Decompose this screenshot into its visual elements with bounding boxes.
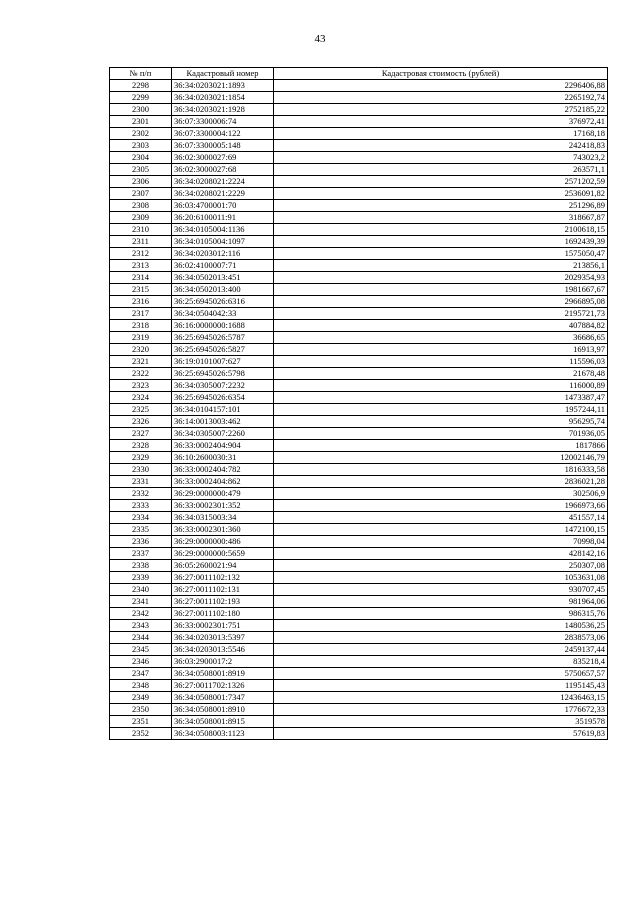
row-number-cell: 2299 <box>110 92 172 104</box>
row-number-cell: 2348 <box>110 680 172 692</box>
table-row <box>110 416 608 428</box>
cadastral-value-cell: 213856,1 <box>274 260 608 272</box>
cadastral-value-cell: 2296406,88 <box>274 80 608 92</box>
cadastral-number-cell: 36:33:0002404:904 <box>172 440 274 452</box>
cadastral-value-cell: 428142,16 <box>274 548 608 560</box>
row-number-cell: 2308 <box>110 200 172 212</box>
cadastral-value-cell: 5750657,57 <box>274 668 608 680</box>
cadastral-value-cell: 1817866 <box>274 440 608 452</box>
cadastral-value-cell: 1480536,25 <box>274 620 608 632</box>
row-number-cell: 2312 <box>110 248 172 260</box>
cadastral-value-cell: 2265192,74 <box>274 92 608 104</box>
cadastral-number-cell: 36:07:3300004:122 <box>172 128 274 140</box>
table-row <box>110 536 608 548</box>
row-number-cell: 2322 <box>110 368 172 380</box>
row-number-cell: 2338 <box>110 560 172 572</box>
row-number-cell: 2325 <box>110 404 172 416</box>
cadastral-value-cell: 17168,18 <box>274 128 608 140</box>
cadastral-number-cell: 36:27:0011102:193 <box>172 596 274 608</box>
table-row <box>110 572 608 584</box>
cadastral-number-cell: 36:33:0002404:862 <box>172 476 274 488</box>
table-row <box>110 680 608 692</box>
cadastral-number-cell: 36:27:0011102:131 <box>172 584 274 596</box>
table-row <box>110 668 608 680</box>
cadastral-value-cell: 21678,48 <box>274 368 608 380</box>
row-number-cell: 2305 <box>110 164 172 176</box>
table-row <box>110 236 608 248</box>
cadastral-value-cell: 1053631,08 <box>274 572 608 584</box>
cadastral-value-cell: 1472100,15 <box>274 524 608 536</box>
cadastral-number-cell: 36:07:3300005:148 <box>172 140 274 152</box>
cadastral-number-cell: 36:34:0105004:1097 <box>172 236 274 248</box>
cadastral-value-cell: 12002146,79 <box>274 452 608 464</box>
cadastral-number-cell: 36:14:0013003:462 <box>172 416 274 428</box>
cadastral-number-cell: 36:34:0203021:1928 <box>172 104 274 116</box>
cadastral-value-cell: 57619,83 <box>274 728 608 740</box>
cadastral-number-cell: 36:34:0203012:116 <box>172 248 274 260</box>
table-row <box>110 716 608 728</box>
cadastral-number-cell: 36:34:0508001:8915 <box>172 716 274 728</box>
row-number-cell: 2316 <box>110 296 172 308</box>
cadastral-value-cell: 2100618,15 <box>274 224 608 236</box>
table-row <box>110 500 608 512</box>
row-number-cell: 2332 <box>110 488 172 500</box>
cadastral-value-cell: 263571,1 <box>274 164 608 176</box>
table-row <box>110 272 608 284</box>
table-row <box>110 584 608 596</box>
table-row <box>110 656 608 668</box>
cadastral-number-cell: 36:02:3000027:69 <box>172 152 274 164</box>
cadastral-value-cell: 1957244,11 <box>274 404 608 416</box>
cadastral-number-cell: 36:03:2900017:2 <box>172 656 274 668</box>
row-number-cell: 2331 <box>110 476 172 488</box>
table-row <box>110 392 608 404</box>
row-number-cell: 2319 <box>110 332 172 344</box>
cadastral-number-cell: 36:34:0203013:5546 <box>172 644 274 656</box>
cadastral-value-cell: 451557,14 <box>274 512 608 524</box>
cadastral-value-cell: 3519578 <box>274 716 608 728</box>
table-row <box>110 620 608 632</box>
table-row <box>110 104 608 116</box>
row-number-cell: 2346 <box>110 656 172 668</box>
table-row <box>110 368 608 380</box>
cadastral-number-cell: 36:34:0208021:2229 <box>172 188 274 200</box>
table-row <box>110 212 608 224</box>
row-number-cell: 2347 <box>110 668 172 680</box>
table-row <box>110 260 608 272</box>
row-number-cell: 2311 <box>110 236 172 248</box>
cadastral-number-cell: 36:34:0502013:451 <box>172 272 274 284</box>
cadastral-number-cell: 36:34:0208021:2224 <box>172 176 274 188</box>
cadastral-value-cell: 302506,9 <box>274 488 608 500</box>
cadastral-number-cell: 36:25:6945026:6354 <box>172 392 274 404</box>
cadastral-number-cell: 36:02:4100007:71 <box>172 260 274 272</box>
cadastral-value-cell: 2571202,59 <box>274 176 608 188</box>
cadastral-number-cell: 36:25:6945026:5827 <box>172 344 274 356</box>
cadastral-number-cell: 36:29:0000000:486 <box>172 536 274 548</box>
row-number-cell: 2349 <box>110 692 172 704</box>
row-number-cell: 2352 <box>110 728 172 740</box>
cadastral-value-cell: 701936,05 <box>274 428 608 440</box>
row-number-cell: 2336 <box>110 536 172 548</box>
row-number-cell: 2335 <box>110 524 172 536</box>
cadastral-number-cell: 36:33:0002301:360 <box>172 524 274 536</box>
table-row <box>110 80 608 92</box>
cadastral-number-cell: 36:33:0002301:751 <box>172 620 274 632</box>
cadastral-number-cell: 36:34:0305007:2260 <box>172 428 274 440</box>
row-number-cell: 2329 <box>110 452 172 464</box>
cadastral-value-cell: 1575050,47 <box>274 248 608 260</box>
cadastral-number-cell: 36:05:2600021:94 <box>172 560 274 572</box>
row-number-cell: 2326 <box>110 416 172 428</box>
cadastral-number-cell: 36:33:0002404:782 <box>172 464 274 476</box>
table-row <box>110 476 608 488</box>
cadastral-value-cell: 1816333,58 <box>274 464 608 476</box>
cadastral-number-cell: 36:07:3300006:74 <box>172 116 274 128</box>
cadastral-number-cell: 36:27:0011102:180 <box>172 608 274 620</box>
cadastral-number-cell: 36:25:6945026:5798 <box>172 368 274 380</box>
row-number-cell: 2314 <box>110 272 172 284</box>
cadastral-value-cell: 1966973,66 <box>274 500 608 512</box>
cadastral-value-cell: 407884,82 <box>274 320 608 332</box>
cadastral-value-cell: 1692439,39 <box>274 236 608 248</box>
row-number-cell: 2307 <box>110 188 172 200</box>
row-number-cell: 2327 <box>110 428 172 440</box>
table-row <box>110 188 608 200</box>
table-row <box>110 308 608 320</box>
cadastral-value-table <box>109 67 608 740</box>
row-number-cell: 2323 <box>110 380 172 392</box>
cadastral-value-cell: 1981667,67 <box>274 284 608 296</box>
table-row <box>110 380 608 392</box>
row-number-cell: 2306 <box>110 176 172 188</box>
table-row <box>110 728 608 740</box>
cadastral-value-cell: 12436463,15 <box>274 692 608 704</box>
cadastral-value-cell: 2838573,06 <box>274 632 608 644</box>
row-number-cell: 2351 <box>110 716 172 728</box>
table-row <box>110 92 608 104</box>
cadastral-value-cell: 70998,04 <box>274 536 608 548</box>
cadastral-number-cell: 36:25:6945026:5787 <box>172 332 274 344</box>
cadastral-number-cell: 36:34:0105004:1136 <box>172 224 274 236</box>
table-row <box>110 428 608 440</box>
cadastral-value-cell: 930707,45 <box>274 584 608 596</box>
cadastral-value-cell: 318667,87 <box>274 212 608 224</box>
cadastral-number-cell: 36:34:0508001:8919 <box>172 668 274 680</box>
row-number-cell: 2343 <box>110 620 172 632</box>
cadastral-value-cell: 2752185,22 <box>274 104 608 116</box>
table-row <box>110 488 608 500</box>
row-number-cell: 2301 <box>110 116 172 128</box>
table-row <box>110 524 608 536</box>
table-row <box>110 704 608 716</box>
row-number-cell: 2330 <box>110 464 172 476</box>
cadastral-number-cell: 36:34:0315003:34 <box>172 512 274 524</box>
table-row <box>110 440 608 452</box>
table-row <box>110 140 608 152</box>
cadastral-number-cell: 36:29:0000000:479 <box>172 488 274 500</box>
row-number-cell: 2309 <box>110 212 172 224</box>
row-number-cell: 2328 <box>110 440 172 452</box>
row-number-cell: 2342 <box>110 608 172 620</box>
cadastral-number-cell: 36:29:0000000:5659 <box>172 548 274 560</box>
cadastral-value-cell: 986315,76 <box>274 608 608 620</box>
table-row <box>110 128 608 140</box>
cadastral-value-cell: 376972,41 <box>274 116 608 128</box>
cadastral-number-cell: 36:16:0000000:1688 <box>172 320 274 332</box>
table-row <box>110 356 608 368</box>
table-row <box>110 332 608 344</box>
cadastral-number-cell: 36:34:0508001:8910 <box>172 704 274 716</box>
cadastral-value-cell: 2836021,28 <box>274 476 608 488</box>
cadastral-number-cell: 36:34:0508003:1123 <box>172 728 274 740</box>
header-row-number: № п/п <box>110 68 172 80</box>
cadastral-number-cell: 36:34:0203021:1893 <box>172 80 274 92</box>
cadastral-number-cell: 36:27:0011102:132 <box>172 572 274 584</box>
row-number-cell: 2350 <box>110 704 172 716</box>
table-row <box>110 632 608 644</box>
table-row <box>110 296 608 308</box>
table-row <box>110 692 608 704</box>
cadastral-value-cell: 2536091,82 <box>274 188 608 200</box>
table-row <box>110 164 608 176</box>
table-row <box>110 152 608 164</box>
row-number-cell: 2339 <box>110 572 172 584</box>
cadastral-number-cell: 36:03:4700001:70 <box>172 200 274 212</box>
cadastral-value-cell: 242418,83 <box>274 140 608 152</box>
row-number-cell: 2313 <box>110 260 172 272</box>
table-row <box>110 548 608 560</box>
table-row <box>110 560 608 572</box>
table-row <box>110 284 608 296</box>
row-number-cell: 2344 <box>110 632 172 644</box>
cadastral-value-cell: 116000,89 <box>274 380 608 392</box>
cadastral-value-cell: 981964,06 <box>274 596 608 608</box>
row-number-cell: 2317 <box>110 308 172 320</box>
table-row <box>110 248 608 260</box>
cadastral-value-cell: 36686,65 <box>274 332 608 344</box>
cadastral-value-cell: 2966895,08 <box>274 296 608 308</box>
row-number-cell: 2321 <box>110 356 172 368</box>
page-number: 43 <box>314 33 326 45</box>
row-number-cell: 2318 <box>110 320 172 332</box>
cadastral-value-cell: 1776672,33 <box>274 704 608 716</box>
cadastral-value-cell: 2029354,93 <box>274 272 608 284</box>
cadastral-number-cell: 36:34:0203021:1854 <box>172 92 274 104</box>
table-row <box>110 344 608 356</box>
cadastral-value-cell: 1195145,43 <box>274 680 608 692</box>
row-number-cell: 2340 <box>110 584 172 596</box>
table-row <box>110 200 608 212</box>
table-row <box>110 320 608 332</box>
table-row <box>110 176 608 188</box>
cadastral-value-cell: 250307,08 <box>274 560 608 572</box>
row-number-cell: 2300 <box>110 104 172 116</box>
row-number-cell: 2320 <box>110 344 172 356</box>
table-row <box>110 464 608 476</box>
table-row <box>110 596 608 608</box>
header-cadastral-number: Кадастровый номер <box>172 68 274 80</box>
table-row <box>110 512 608 524</box>
table-row <box>110 452 608 464</box>
row-number-cell: 2310 <box>110 224 172 236</box>
cadastral-value-cell: 2459137,44 <box>274 644 608 656</box>
row-number-cell: 2337 <box>110 548 172 560</box>
row-number-cell: 2302 <box>110 128 172 140</box>
row-number-cell: 2304 <box>110 152 172 164</box>
table-row <box>110 608 608 620</box>
cadastral-number-cell: 36:10:2600030:31 <box>172 452 274 464</box>
cadastral-value-cell: 956295,74 <box>274 416 608 428</box>
cadastral-number-cell: 36:27:0011702:1326 <box>172 680 274 692</box>
table-header-row <box>110 68 608 80</box>
cadastral-number-cell: 36:19:0101007:627 <box>172 356 274 368</box>
row-number-cell: 2303 <box>110 140 172 152</box>
row-number-cell: 2333 <box>110 500 172 512</box>
cadastral-value-cell: 16913,97 <box>274 344 608 356</box>
cadastral-number-cell: 36:34:0508001:7347 <box>172 692 274 704</box>
cadastral-number-cell: 36:33:0002301:352 <box>172 500 274 512</box>
cadastral-number-cell: 36:34:0502013:400 <box>172 284 274 296</box>
cadastral-number-cell: 36:34:0305007:2232 <box>172 380 274 392</box>
cadastral-value-cell: 2195721,73 <box>274 308 608 320</box>
cadastral-value-cell: 835218,4 <box>274 656 608 668</box>
cadastral-number-cell: 36:20:6100011:91 <box>172 212 274 224</box>
row-number-cell: 2341 <box>110 596 172 608</box>
cadastral-number-cell: 36:34:0203013:5397 <box>172 632 274 644</box>
header-cadastral-value: Кадастровая стоимость (рублей) <box>274 68 608 80</box>
row-number-cell: 2345 <box>110 644 172 656</box>
cadastral-value-cell: 115596,03 <box>274 356 608 368</box>
table-row <box>110 644 608 656</box>
cadastral-value-cell: 1473387,47 <box>274 392 608 404</box>
row-number-cell: 2298 <box>110 80 172 92</box>
cadastral-value-cell: 251296,89 <box>274 200 608 212</box>
table-row <box>110 224 608 236</box>
cadastral-number-cell: 36:34:0104157:101 <box>172 404 274 416</box>
cadastral-number-cell: 36:02:3000027:68 <box>172 164 274 176</box>
cadastral-number-cell: 36:25:6945026:6316 <box>172 296 274 308</box>
table-row <box>110 116 608 128</box>
cadastral-number-cell: 36:34:0504042:33 <box>172 308 274 320</box>
row-number-cell: 2315 <box>110 284 172 296</box>
table-row <box>110 404 608 416</box>
row-number-cell: 2324 <box>110 392 172 404</box>
cadastral-value-cell: 743023,2 <box>274 152 608 164</box>
row-number-cell: 2334 <box>110 512 172 524</box>
